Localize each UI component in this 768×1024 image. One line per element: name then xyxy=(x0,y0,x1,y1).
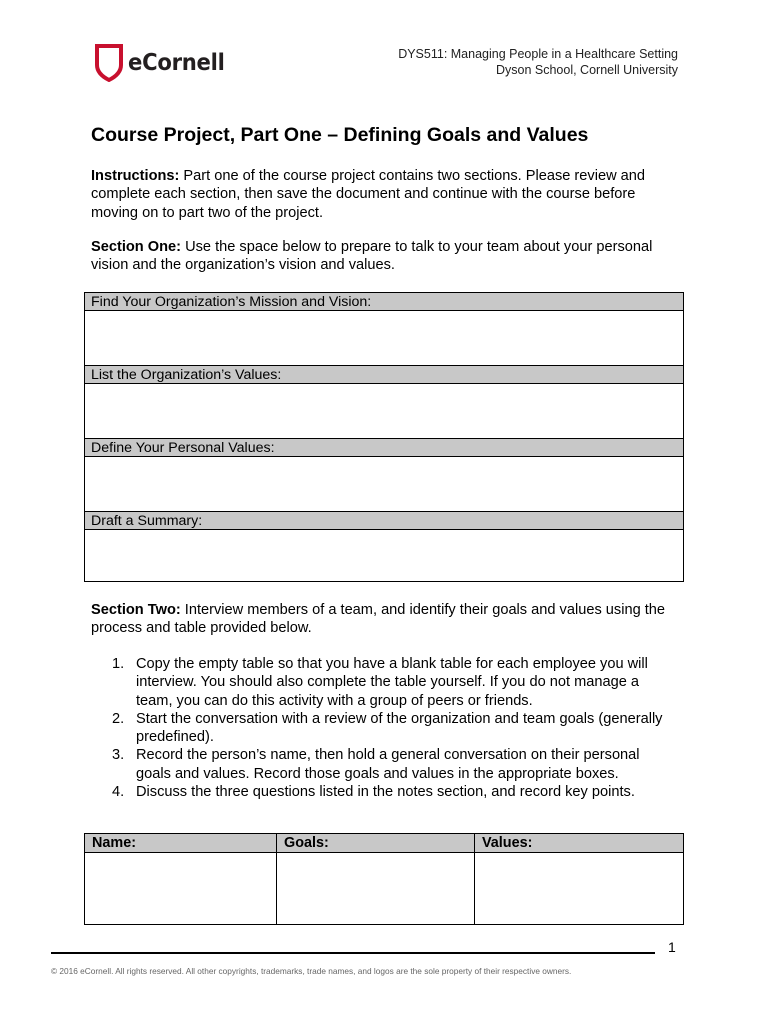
mission-vision-header: Find Your Organization’s Mission and Vision: xyxy=(85,293,683,311)
course-line: DYS511: Managing People in a Healthcare Setting xyxy=(398,47,678,61)
footer-divider xyxy=(51,952,655,954)
step-number: 4. xyxy=(112,784,125,801)
step-text: Record the person’s name, then hold a general conversation on their personal goals and values. Record those goals and values in the appropriate boxes. xyxy=(136,747,640,782)
org-values-input-cell[interactable] xyxy=(85,384,683,439)
personal-values-header: Define Your Personal Values: xyxy=(85,439,683,457)
header-course-info xyxy=(398,46,678,78)
list-item xyxy=(112,746,672,783)
step-number: 1. xyxy=(112,656,125,672)
section-one-label: Section One: xyxy=(91,239,182,255)
step-text: Copy the empty table so that you have a blank table for each employee you will interview. You should also complete the table yourself. If you do not manage a team, you can do this activity with a group of peers or friends. xyxy=(136,656,648,709)
org-values-header: List the Organization’s Values: xyxy=(85,366,683,384)
ecornell-logo xyxy=(95,44,233,82)
section-one-table xyxy=(84,292,684,582)
values-column-header: Values: xyxy=(482,835,533,851)
step-text: Discuss the three questions listed in the notes section, and record key points. xyxy=(136,784,635,801)
page-number: 1 xyxy=(668,939,676,955)
name-column-header: Name: xyxy=(85,834,277,852)
section-one-paragraph xyxy=(91,238,681,275)
values-input-cell[interactable] xyxy=(475,853,683,924)
logo-text: eCornell xyxy=(128,50,225,76)
instructions-text: Part one of the course project contains two sections. Please review and complete each section, then save the document and continue with the course before moving on to part two of the project. xyxy=(91,168,646,221)
list-item xyxy=(112,655,672,710)
list-item xyxy=(112,783,672,801)
interview-table-body-row xyxy=(85,853,683,924)
steps-list xyxy=(112,655,672,801)
summary-header: Draft a Summary: xyxy=(85,512,683,530)
shield-icon xyxy=(95,44,123,82)
section-two-text: Interview members of a team, and identify their goals and values using the process and table provided below. xyxy=(91,602,666,637)
step-number: 2. xyxy=(112,710,125,727)
goals-column-header: Goals: xyxy=(277,834,475,852)
list-item xyxy=(112,710,672,747)
step-number: 3. xyxy=(112,747,125,764)
copyright-notice: © 2016 eCornell. All rights reserved. All other copyrights, trademarks, trade names, and logos are the sole property of their respective owners. xyxy=(51,966,572,976)
goals-input-cell[interactable] xyxy=(277,853,475,924)
section-one-text: Use the space below to prepare to talk to your team about your personal vision and the organization’s vision and values. xyxy=(91,239,653,274)
instructions-paragraph xyxy=(91,167,681,222)
name-input-cell[interactable] xyxy=(85,853,277,924)
step-text: Start the conversation with a review of the organization and team goals (generally predefined). xyxy=(136,710,663,746)
section-two-paragraph xyxy=(91,601,681,638)
instructions-label: Instructions: xyxy=(91,168,180,184)
summary-input-cell[interactable] xyxy=(85,530,683,584)
personal-values-input-cell[interactable] xyxy=(85,457,683,512)
school-line: Dyson School, Cornell University xyxy=(495,63,678,77)
interview-table xyxy=(84,833,684,925)
interview-table-header-row xyxy=(85,834,683,853)
page-title: Course Project, Part One – Defining Goals and Values xyxy=(91,124,589,146)
mission-vision-input-cell[interactable] xyxy=(85,311,683,366)
section-two-label: Section Two: xyxy=(91,602,181,618)
